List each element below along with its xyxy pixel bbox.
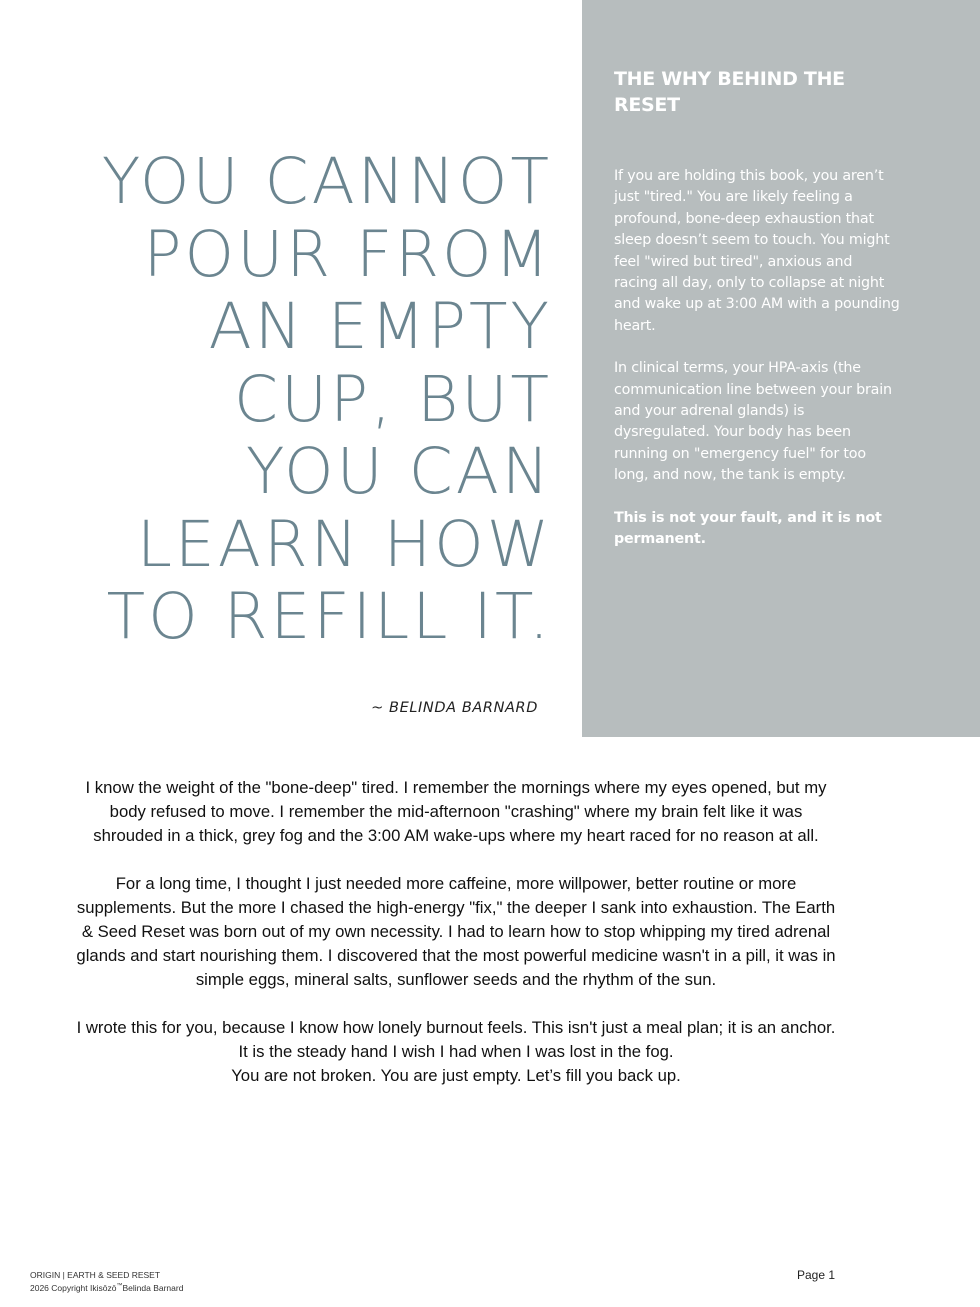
pull-quote (32, 146, 552, 654)
sidebar-paragraph-emphasis: This is not your fault, and it is not permanent. (614, 509, 882, 548)
sidebar-paragraph-clinical: In clinical terms, your HPA-axis (the communication line between your brain and your adrenal glands) is dysregulated. Your body has been running on "emergency fuel" for too long, and now, the tank is empty. (614, 360, 892, 484)
sidebar-paragraph-intro: If you are holding this book, you aren’t just "tired." You are likely feeling a profound, bone-deep exhaustion that sleep doesn’t seem to touch. You might feel "wired but tired", anxious and racing all day, only to collapse at night and wake up at 3:00 AM with a pounding heart. (614, 168, 900, 334)
quote-line: CUP, BUT (234, 362, 552, 436)
quote-line: TO REFILL IT. (106, 580, 552, 653)
footer-section-label: ORIGIN | EARTH & SEED RESET (30, 1270, 161, 1280)
body-paragraph-3-line-1: I wrote this for you, because I know how lonely burnout feels. This isn't just a meal plan; it is an anchor. It is the steady hand I wish I had when I was lost in the fog. (76, 1018, 836, 1061)
body-paragraph-3 (75, 1016, 837, 1088)
footer-left (30, 1270, 183, 1294)
page-number: Page 1 (797, 1268, 836, 1282)
body-paragraph-2: For a long time, I thought I just needed more caffeine, more willpower, better routine or more supplements. But the more I chased the high-energy "fix," the deeper I sank into exhaustion. The Earth & Seed Reset was born out of my own necessity. I had to learn how to stop whipping my tired adrenal glands and start nourishing them. I discovered that the most powerful medicine wasn't in a pill, it was in simple eggs, mineral salts, sunflower seeds and the rhythm of the sun. (76, 874, 836, 989)
body-text (75, 776, 837, 1112)
quote-line: POUR FROM (143, 217, 552, 291)
body-paragraph-1: I know the weight of the "bone-deep" tired. I remember the mornings where my eyes opened, but my body refused to move. I remember the mid-afternoon "crashing" where my brain felt like it was shrouded in a thick, grey fog and the 3:00 AM wake-ups where my heart raced for no reason at all. (85, 778, 827, 845)
footer-copyright (30, 1281, 183, 1294)
quote-line: AN EMPTY (208, 290, 552, 363)
sidebar-title: THE WHY BEHIND THE RESET (614, 68, 845, 116)
footer-brand: ōzō (102, 1282, 117, 1293)
sidebar-panel (582, 0, 980, 737)
footer-author: Belinda Barnard (122, 1282, 184, 1293)
quote-line: LEARN HOW (136, 507, 552, 581)
quote-line: YOU CAN (246, 435, 552, 508)
footer-copyright-prefix: 2026 Copyright Ikis (30, 1282, 103, 1293)
quote-attribution: ~ BELINDA BARNARD (371, 700, 538, 716)
quote-line: YOU CANNOT (101, 145, 552, 218)
trademark-mark: ™ (116, 1283, 123, 1289)
body-paragraph-3-line-2: You are not broken. You are just empty. Let’s fill you back up. (231, 1066, 681, 1085)
